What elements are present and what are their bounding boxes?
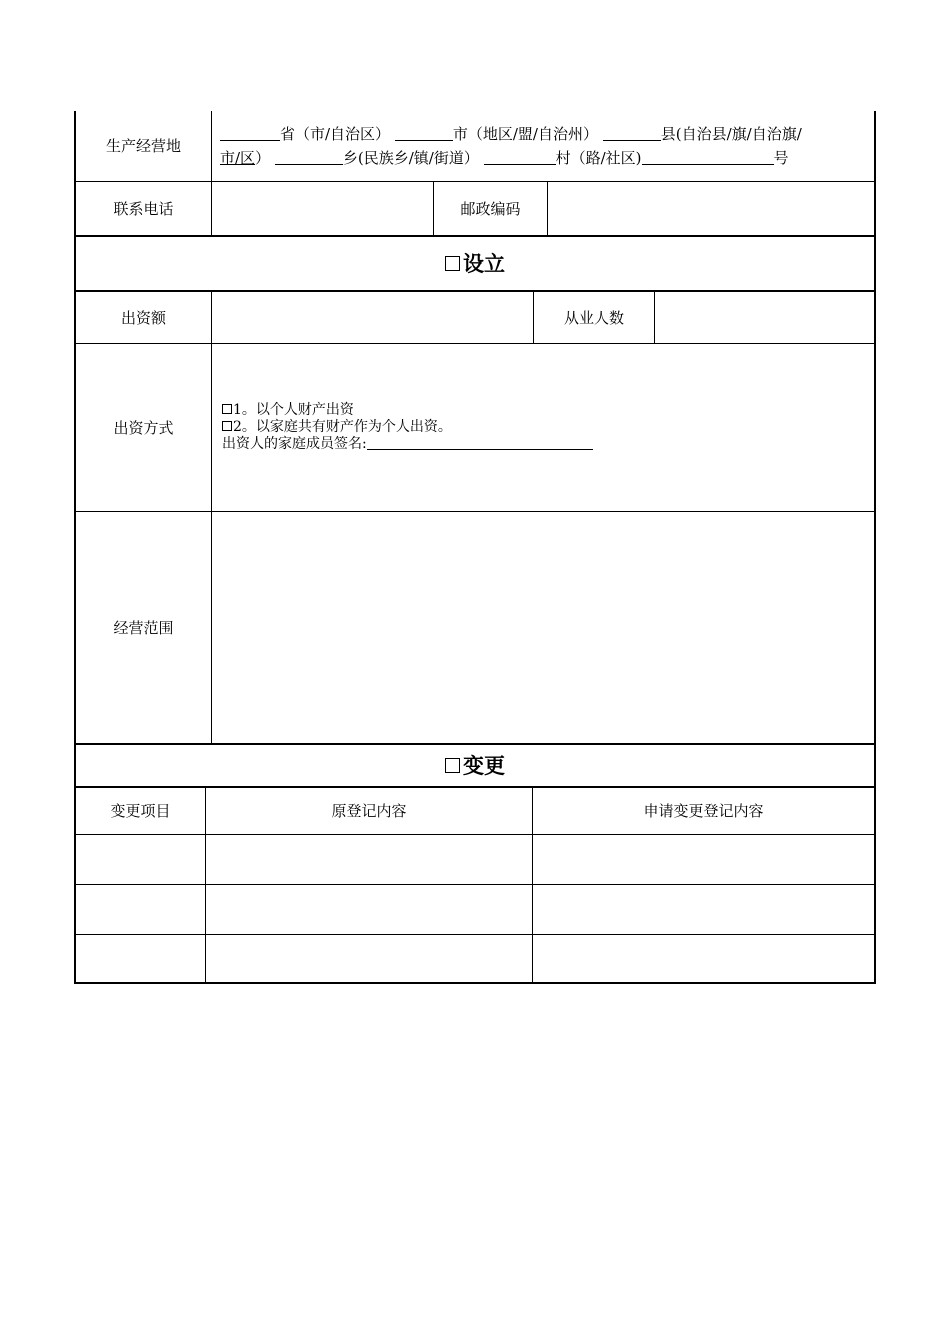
postal-label: 邮政编码 — [433, 182, 547, 235]
change-item-cell[interactable] — [76, 885, 205, 934]
original-content-cell[interactable] — [205, 835, 532, 884]
county-text: 县(自治县/旗/自治旗/ — [660, 125, 802, 143]
scope-row — [76, 511, 874, 743]
method-option-1[interactable] — [222, 402, 593, 419]
employees-label: 从业人数 — [533, 292, 654, 343]
capital-amount-field[interactable] — [211, 292, 533, 343]
city-blank[interactable] — [395, 126, 453, 141]
establish-title[interactable] — [76, 237, 874, 290]
province-text: 省（市/自治区） — [280, 125, 391, 143]
column-header-original: 原登记内容 — [205, 788, 532, 834]
method-label: 出资方式 — [113, 418, 174, 437]
address-row — [76, 111, 874, 181]
contact-row — [76, 181, 874, 235]
table-row — [76, 834, 874, 884]
number-blank[interactable] — [642, 150, 774, 165]
option-2-checkbox[interactable] — [222, 421, 232, 431]
change-table-header — [76, 786, 874, 834]
establish-checkbox[interactable] — [445, 256, 460, 271]
option-2-text: 2。以家庭共有财产作为个人出资。 — [233, 419, 452, 435]
column-header-item: 变更项目 — [110, 802, 171, 820]
table-row — [76, 934, 874, 982]
signature-label: 出资人的家庭成员签名: — [222, 436, 367, 452]
address-field[interactable] — [211, 111, 874, 181]
township-text: 乡(民族乡/镇/街道） — [342, 149, 479, 167]
phone-label: 联系电话 — [113, 199, 174, 218]
postal-field[interactable] — [547, 182, 874, 235]
scope-field[interactable] — [211, 512, 874, 743]
establish-section-header — [76, 235, 874, 290]
city-text: 市（地区/盟/自治州） — [452, 125, 598, 143]
signature-line — [222, 436, 593, 453]
change-item-cell[interactable] — [76, 835, 205, 884]
establish-title-text: 设立 — [463, 251, 505, 276]
original-content-cell[interactable] — [205, 935, 532, 982]
signature-blank[interactable] — [367, 437, 593, 450]
method-row — [76, 343, 874, 511]
change-section-header — [76, 743, 874, 786]
employees-field[interactable] — [654, 292, 874, 343]
phone-field[interactable] — [211, 182, 433, 235]
method-option-2[interactable] — [222, 419, 593, 436]
requested-content-cell[interactable] — [532, 835, 874, 884]
table-row — [76, 884, 874, 934]
original-content-cell[interactable] — [205, 885, 532, 934]
change-title[interactable] — [76, 745, 874, 786]
option-1-text: 1。以个人财产出资 — [233, 402, 354, 418]
change-checkbox[interactable] — [445, 758, 460, 773]
township-blank[interactable] — [275, 150, 343, 165]
registration-form — [74, 111, 876, 984]
scope-label: 经营范围 — [113, 618, 174, 637]
county-blank[interactable] — [603, 126, 661, 141]
method-field — [211, 344, 874, 511]
change-title-text: 变更 — [463, 753, 505, 778]
change-item-cell[interactable] — [76, 935, 205, 982]
capital-amount-label: 出资额 — [120, 308, 166, 327]
village-blank[interactable] — [484, 150, 556, 165]
number-text: 号 — [773, 149, 789, 167]
column-header-requested: 申请变更登记内容 — [532, 788, 874, 834]
address-label: 生产经营地 — [105, 137, 181, 155]
requested-content-cell[interactable] — [532, 935, 874, 982]
district-text: 市/区 — [220, 149, 256, 167]
village-text: 村（路/社区) — [555, 149, 642, 167]
district-close: ） — [255, 149, 271, 167]
province-blank[interactable] — [220, 126, 280, 141]
option-1-checkbox[interactable] — [222, 404, 232, 414]
capital-row — [76, 290, 874, 343]
requested-content-cell[interactable] — [532, 885, 874, 934]
